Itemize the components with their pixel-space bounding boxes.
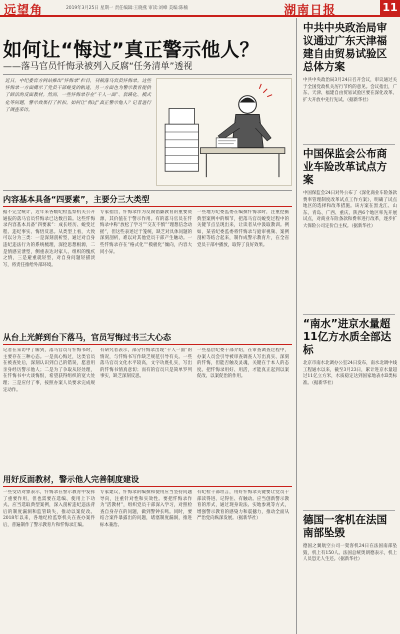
sidebar-story [303,22,397,104]
section-columns [3,210,289,328]
section-rule [3,344,292,345]
section-heading: 从台上光鲜到台下落马，官员写悔过书三大心态 [3,333,171,342]
column-text: 专家指出，忏悔录作为反腐倡廉教育的重要资源，其价值在于警示作用。有的落马官员在忏悔录中称“放松了学习”“交友不慎”“理想信念动摇”，但这些表述过于笼统，缺乏对具体问题的深刻剖析，难以对其他党员干部产生触动。一些忏悔录存在“格式化”“模板化”倾向，内容大同小异。 [100,210,192,255]
section-rule [3,206,292,207]
newspaper-name: 湖南日报 [284,3,337,17]
sidebar-story-body: 德国之翼航空公司一架客机24日在法国南部坠毁，机上有150人。法国总统奥朗德表示，机上人员恐无人生还。（据新华社） [303,544,397,563]
article-headline: 如何让“悔过”真正警示他人？ [3,39,259,61]
sidebar-story-title: “南水”进京水量超11亿方水质全部达标 [303,318,392,356]
section-columns [3,348,289,470]
divider [303,144,395,145]
cartoon-drawing [157,79,291,185]
sidebar-story-body: 北京市南水北调办公室24日发布，南水北调中线工程通水以来，截至3月23日，累计进京水量超过11亿立方米，水质稳定达到国家地表水Ⅱ类标准。（据新华社） [303,361,397,386]
column-text: 一些地方纪委监委在编撰忏悔录时，注重挖掘典型案例中的细节，把落马官员蜕变过程中的关键节点呈现出来，让读者从中汲取教训。例如，某省纪委监委将忏悔录与庭审视频、案例剖析等结合起来，制作成警示教育片，在全省党员干部中播放，取得了良好效果。 [197,210,289,248]
main-article [0,18,294,634]
sidebar-story [303,318,397,387]
article-subhead: ——落马官员忏悔录被列入反腐“任务清单”透视 [3,62,193,72]
column-text: 据不完全统计，近年来各级纪检监察机关公开通报的落马官员忏悔录已达数百篇。这些忏悔录内容基本具备“四要素”：成长经历、蜕变过程、违纪事实、悔悟反思。从类型上看，大致可以分为三类：一是深刻剖析型，通过对自身违纪违法行为的系统梳理，深挖思想根源，二是情感宣泄型，侧重表达对家人、组织的愧疚之情，三是避重就轻型，对自身问题轻描淡写，将责任推给外部环境。 [3,210,95,268]
section-heading: 内容基本具备“四要素”，主要分三大类型 [3,195,150,204]
sidebar-story-body: 中国保监会24日对外公布了《深化商业车险条款费率管理制度改革试点工作方案》，明确了试点地区的选择和改革措施。该方案在黑龙江、山东、青岛、广西、重庆、陕西6个地区率先开展试点，对商业车险条款和费率进行改革，逐步扩大保险公司定价自主权。（据新华社） [303,191,397,229]
section-columns [3,490,289,630]
divider [303,314,395,315]
divider [3,190,292,191]
section-heading: 用好反面教材，警示他人完善制度建设 [3,475,139,484]
column-text: 一些基层纪委干部介绍，在审查调查过程中，办案人员会引导被审查调查人写出真实、深刻的忏悔，但能否触及灵魂，关键在于本人的态度。把忏悔录用好、用活，才能真正起到以案促改、以案促治的作用。 [197,348,289,380]
sidebar-story-title: 德国一客机在法国南部坠毁 [303,514,387,539]
divider [3,74,292,75]
section-name: 远望角 [4,3,44,17]
column-text: 有纪检干部坦言，用好忏悔录关键要让党员干部读得进、记得住、有触动。应当创新警示教育的形式，通过现身说法、实地参观等方式，增强警示教育的感染力和震撼力，推动全面从严治党向纵深发展。（据新华社） [197,490,289,522]
sidebar-story [303,148,397,231]
section-rule [3,486,292,487]
news-sidebar [296,18,400,634]
column-text: 专家建议，忏悔录的编撰和使用应当坚持问题导向，注重针对性和实效性。要把忏悔录作为“活教材”，组织党员干部深入学习，对照检查自身存在的问题，做到警钟长鸣。同时，要结合案件暴露出的问题，堵塞制度漏洞，推进标本兼治。 [100,490,192,528]
masthead [0,0,400,17]
column-text: 有研究者表示，部分忏悔录出现“千人一面”的情况，与忏悔书写作缺乏规范引导有关。一些落马官员文化水平较高，文字功底扎实，写出的忏悔书情真意切；而有的官员只是简单罗列事实，缺乏深刻反思。 [100,348,192,380]
article-intro: 近日，中纪委官方网站推出“忏悔录”栏目，刊载落马官员忏悔录。这些忏悔录一方面揭示了党员干部蜕变的轨迹，另一方面也为警示教育提供了鲜活的反面教材。然而，一些忏悔录存在“千人一面”、套路化、模式化等问题，警示效果打了折扣。如何让“悔过”真正警示他人？记者进行了调查采访。 [5,79,151,113]
column-text: 一些受访对象表示，忏悔录在警示教育中发挥了重要作用，但也需要在选编、使用上下功夫。应当选取典型案例，深入剖析违纪违法背后的制度漏洞和监管缺失，推动以案促改。2018年以来，各地纪检监察机关在查办案件后，普遍制作了警示教育片和忏悔录汇编。 [3,490,95,528]
sidebar-story-body: 中共中央政治局3月24日召开会议，审议通过关于全国党政机关厉行节约的意见。会议指出，广东、天津、福建自由贸易试验区要在深化改革、扩大开放中先行先试。（据新华社） [303,78,397,103]
cartoon-illustration [156,78,292,186]
sidebar-story-title: 中国保监会公布商业车险改革试点方案 [303,148,387,186]
sidebar-story-title: 中共中央政治局审议通过广东天津福建自由贸易试验区总体方案 [303,22,387,73]
sidebar-story [303,514,397,564]
dateline: 2019年3月25日 星期一 责任编辑:王晓燕 审读:刘峰 美编:陈楠 [66,6,188,11]
page-number: 11 [380,0,400,16]
divider [303,510,395,511]
column-text: 记者在采访中了解到，落马官员写忏悔书时，主要存在三种心态。一是真心悔过，这类官员在被查处后，深刻认识到自己的错误，愿意用亲身经历警示他人；二是为了争取从轻处理，在忏悔书中大谈悔恨，希望获得组织的宽大处理；三是应付了事，按照办案人员要求完成规定动作。 [3,348,95,393]
